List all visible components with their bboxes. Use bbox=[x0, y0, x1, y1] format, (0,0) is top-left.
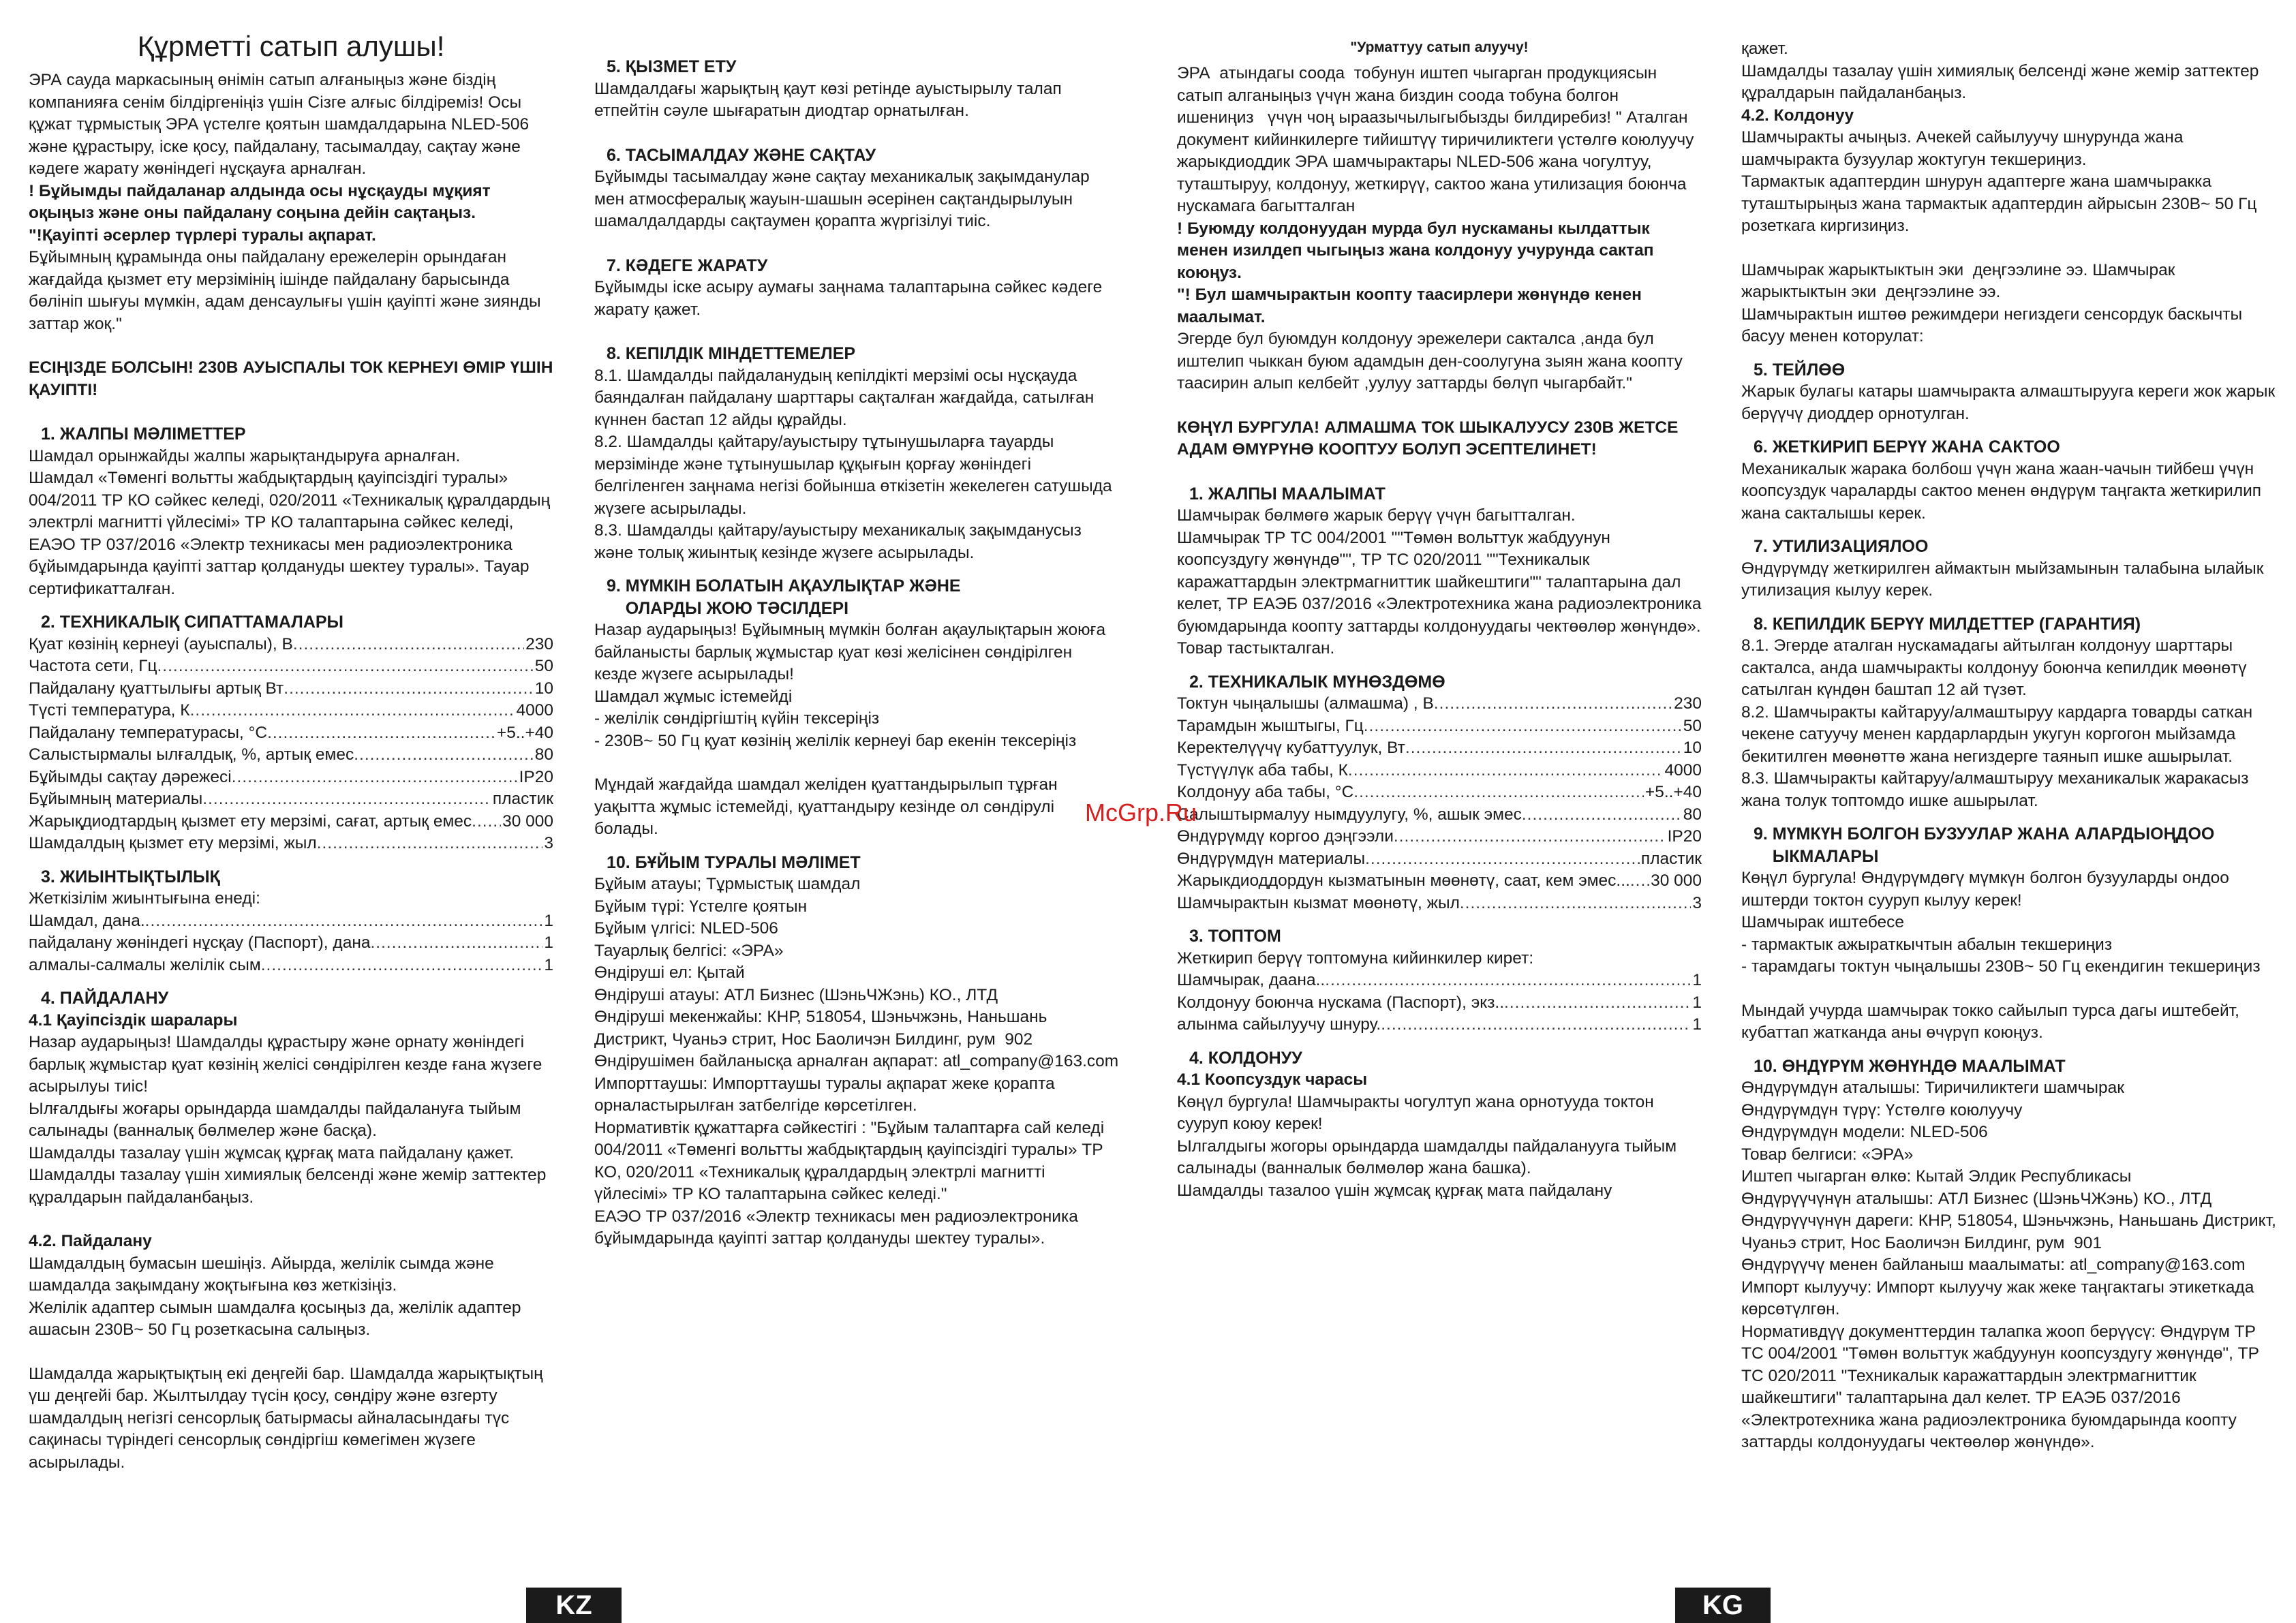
kz-column-2 bbox=[594, 56, 1119, 1250]
spec-row: Колдонуу аба табы, °С ..... +5..+40 bbox=[1177, 782, 1702, 804]
kz-section-10-text: Бұйым атауы; Тұрмыстық шамдал Бұйым түрі: Үстелге қоятын Бұйым үлгісі: NLED-506 Тауарлық белгісі: «ЭРА» Өндіруші ел: Қытай Өндіруші атауы: АТЛ Бизнес (ШэньЧЖэнь) КО., ЛТД Өндіруші мекенжайы: КНР, 518054, Шэньчжэнь, Наньшань Дистрикт, Чуаньэ стрит, Нос Баоличэн Билдинг, рум 902 Өндірушімен байланысқа арналған ақпарат: atl_company@163.com Импорттаушы: Импорттаушы туралы ақпарат жеке қорапта орналастырылған затбелгіде көрсетілген. Нормативтік құжаттарға сәйкестігі : "Бұйым талаптарға сай келеді 004/2011 «Төменгі вольтты жабдықтардың қауіпсіздігі туралы» ТР КО, 020/2011 «Техникалық құралдардың электрлі магнитті үйлесімі» ТР КО талаптарына сәйкес келеді." ЕАЭО ТР 037/2016 «Электр техникасы мен радиоэлектроника бұйымдарында қауіпті заттар қолдануды шектеу туралы». bbox=[594, 875, 1119, 1248]
kz-section-42-text: Шамдалдың бумасын шешіңіз. Айырда, желілік сымда және шамдалда зақымдану жоқтығына көз жеткізіңіз. Желілік адаптер сымын шамдалға қосыңыз да, желілік адаптер ашасын 230В~ 50 Гц розеткасына салыңыз. bbox=[29, 1254, 521, 1339]
kz-section-7-title: 7. КӘДЕГЕ ЖАРАТУ bbox=[607, 256, 768, 275]
kz-section-5-title: 5. ҚЫЗМЕТ ЕТУ bbox=[607, 57, 737, 76]
kg-section-3-text: Жеткирип берүү топтомуна кийинкилер кирет: bbox=[1177, 948, 1534, 968]
kg-section-42-text-2: Шамчырак жарыктыктын эки деңгээлине ээ. Шамчырак жарыктыктын эки деңгээлине ээ. Шамчырактын иштөө режимдери негиздеги сенсордук баскычты басуу менен которулат: bbox=[1741, 260, 2243, 345]
spec-row: Түсті температура, К ..... 4000 bbox=[29, 700, 553, 722]
spec-row: Жарықдиодтардың қызмет ету мерзімі, сағат, артық емес ..... 30 000 bbox=[29, 811, 553, 833]
set-row: Шамдал, дана. ..... 1 bbox=[29, 910, 553, 933]
spec-row: Частота сети, Гц ..... 50 bbox=[29, 655, 553, 678]
kz-section-2-title: 2. ТЕХНИКАЛЫҚ СИПАТТАМАЛАРЫ bbox=[41, 613, 344, 632]
kg-section-5-text: Жарык булагы катары шамчыракта алмаштырууга кереги жок жарык берүүчү диоддер орнотулган. bbox=[1741, 382, 2280, 423]
spec-row: Керектелүүчү кубаттуулук, Вт ..... 10 bbox=[1177, 737, 1702, 760]
kg-section-6-text: Механикалык жарака болбош үчүн жана жаан-чачын тийбеш үчүн коопсуздук чараларды сактоо менен өндүрүм таңгакта жеткирилип жана сакталышы керек. bbox=[1741, 459, 2266, 523]
kz-section-9-text-2: Мұндай жағдайда шамдал желіден қуаттандырылып тұрған уақытта жұмыс істемейді, қуаттандыру кезінде ол сөндірулі болады. bbox=[594, 775, 1062, 838]
kz-section-1-title: 1. ЖАЛПЫ МӘЛІМЕТТЕР bbox=[41, 424, 246, 444]
spec-row: Пайдалану температурасы, °С ..... +5..+40 bbox=[29, 722, 553, 745]
kz-section-9-title: 9. МҮМКІН БОЛАТЫН АҚАУЛЫҚТАР ЖӘНЕ ОЛАРДЫ ЖОЮ ТӘСІЛДЕРІ bbox=[607, 576, 961, 618]
kg-section-9-title: 9. МҮМКҮН БОЛГОН БУЗУУЛАР ЖАНА АЛАРДЫОҢДОО ЫКМАЛАРЫ bbox=[1754, 824, 2215, 866]
kz-section-41-text: Назар аударыңыз! Шамдалды құрастыру және орнату жөніндегі барлық жұмыстар қуат көзінің желісі сөндірілген кезде ғана жүзеге асырылуы тиіс! Ылғалдығы жоғары орындарда шамдалды пайдалануға тыйым салынады (ванналық бөлмелер және басқа). Шамдалды тазалау үшін жұмсақ құрғақ мата пайдалану қажет. Шамдалды тазалау үшін химиялық белсенді және жемір заттектер құралдарын пайдаланбаңыз. bbox=[29, 1033, 547, 1207]
set-row: Шамчырак, даана.. ..... 1 bbox=[1177, 970, 1702, 992]
spec-row: Шамдалдың қызмет ету мерзімі, жыл ..... 3 bbox=[29, 833, 553, 855]
kz-warning-read: ! Бұйымды пайдаланар алдында осы нұсқауды мұқият оқыңыз және оны пайдалану соңына дейін сақтаңыз. bbox=[29, 181, 495, 222]
kz-section-3-text: Жеткізілім жиынтығына енеді: bbox=[29, 889, 260, 908]
spec-row: Салыштырмалуу нымдуулугу, %, ашык эмес ..... 80 bbox=[1177, 804, 1702, 826]
kz-section-10-title: 10. БҰЙЫМ ТУРАЛЫ МӘЛІМЕТ bbox=[607, 852, 861, 872]
kg-section-1-text: Шамчырак бөлмөгө жарык берүү үчүн багытталган. Шамчырак ТР ТС 004/2001 ""Төмөн вольттук жабдуунун коопсуздугу жөнүндө"", ТР ТС 020/2011 ""Техникалык каражаттардын электрмагниттик шайкештиги"" талаптарына дал келет, ТР ЕАЭБ 037/2016 «Электротехника жана радиоэлектроника буюмдарында коопту заттарды колдонуудагы чектөөлөр жөнүндө». Товар тастыкталган. bbox=[1177, 506, 1702, 658]
kz-section-1-text: Шамдал орынжайды жалпы жарықтандыруға арналған. Шамдал «Төменгі вольтты жабдықтардың қауіпсіздігі туралы» 004/2011 ТР КО сәйкес келеді, 020/2011 «Техникалық құралдардың электрлі магнитті үйлесімі» ТР КО талаптарына сәйкес келеді, ЕАЭО ТР 037/2016 «Электр техникасы мен радиоэлектроника бұйымдарында қауіпті заттар қолдануды шектеу туралы». Тауар сертификатталған. bbox=[29, 446, 551, 598]
kz-title: Құрметті сатып алушы! bbox=[137, 30, 445, 62]
set-row: алмалы-салмалы желілік сым ..... 1 bbox=[29, 955, 553, 977]
spec-row: Токтун чыңалышы (алмашма) , В ..... 230 bbox=[1177, 693, 1702, 715]
kg-warning-read: ! Буюмду колдонуудан мурда бул нускаманы кылдаттык менен изилдеп чыгыңыз жана колдонуу учурунда сактап коюңуз. bbox=[1177, 219, 1659, 282]
kg-section-3-title: 3. ТОПТОМ bbox=[1189, 927, 1281, 946]
kg-section-7-text: Өндүрүмдү жеткирилген аймактын мыйзамынын талабына ылайык утилизация кылуу керек. bbox=[1741, 559, 2269, 600]
kg-remember-warning: КӨҢҮЛ БУРГУЛА! АЛМАШМА ТОК ШЫКАЛУУСУ 230В ЖЕТСЕ АДАМ ӨМҮРҮНӨ КООПТУУ БОЛУП ЭСЕПТЕЛИНЕТ! bbox=[1177, 418, 1683, 459]
set-row: пайдалану жөніндегі нұсқау (Паспорт), дана ..... 1 bbox=[29, 932, 553, 955]
kz-section-41-title: 4.1 Қауіпсіздік шаралары bbox=[29, 1010, 238, 1030]
spec-row: Шамчырактын кызмат мөөнөтү, жыл ..... 3 bbox=[1177, 893, 1702, 915]
spec-row: Өндүрүмдүн материалы ..... пластик bbox=[1177, 848, 1702, 871]
kz-section-5-text: Шамдалдағы жарықтың қаут көзі ретінде ауыстырылу талап етпейтін сәуле шығаратын диодтар орнатылған. bbox=[594, 79, 1067, 120]
kz-section-6-text: Бұйымды тасымалдау және сақтау механикалық зақымданулар мен атмосфералық жауын-шашын әсерінен сақтандырылуын шамалдалдарды сақтаумен қорапта жүргізілуі тиіс. bbox=[594, 168, 1095, 230]
kz-section-3-title: 3. ЖИЫНТЫҚТЫЛЫҚ bbox=[41, 867, 220, 886]
kz-section-8-text: 8.1. Шамдалды пайдаланудың кепілдікті мерзімі осы нұсқауда баяндалған пайдалану шарттары сақталған жағдайда, сатылған күннен бастап 12 айды құрайды. 8.2. Шамдалды қайтару/ауыстыру тұтынушыларға тауарды мерзімінде және тұтынушылар құқығын қорғау жөніндегі белгіленген заңнама негізі бойынша өткізетін жекелеген сатушыда жүзеге асырылады. 8.3. Шамдалды қайтару/ауыстыру механикалық зақымданусыз және толық жиынтық кезінде жүзеге асырылады. bbox=[594, 366, 1112, 562]
kg-intro: ЭРА атындагы соода тобунун иштеп чыгарган продукциясын сатып алганыңыз үчүн жана биздин соода тобуна болгон ишениңиз үчүн чоң ыраазычылыгыбызды билдиребиз! " Аталган документ кийинкилерге тийиштүү тиричиликтеги үстөлгө коюлуучу жарыкдиоддик ЭРА шамчырактары NLED-506 жана чогултуу, туташтыруу, колдонуу, жеткирүү, сактоо жана утилизация боюнча нускамага багытталган bbox=[1177, 64, 1699, 215]
kg-column-1 bbox=[1177, 38, 1702, 1202]
kg-section-6-title: 6. ЖЕТКИРИП БЕРҮҮ ЖАНА САКТОО bbox=[1754, 437, 2060, 457]
kg-title: "Урматтуу сатып алуучу! bbox=[1350, 40, 1529, 55]
kg-section-10-text: Өндүрүмдүн аталышы: Тиричиликтеги шамчырак Өндүрүмдүн түрү: Үстөлгө коюлуучу Өндүрүмдүн модели: NLED-506 Товар белгиси: «ЭРА» Иштеп чыгарган өлкө: Кытай Элдик Республикасы Өндүрүүчүнүн аталышы: АТЛ Бизнес (ШэньЧЖэнь) КО., ЛТД Өндүрүүчүнүн дареги: КНР, 518054, Шэньчжэнь, Наньшань Дистрикт, Чуаньэ стрит, Нос Баоличэн Билдинг, рум 901 Өндүрүүчү менен байланыш маалыматы: atl_company@163.com Импорт кылуучу: Импорт кылуучу жак жеке таңгактагы этикеткада көрсөтүлгөн. Нормативдүү документтердин талапка жооп берүүсү: Өндүрүм ТР ТС 004/2001 "Төмөн вольттук жабдуунун коопсуздугу жөнүндө", ТР ТС 020/2011 "Техникалык каражаттардын электрмагниттик шайкештиги" талаптарына дал келет. ТР ЕАЭБ 037/2016 «Электротехника жана радиоэлектроника буюмдарында коопту заттарды колдонуудагы чектөөлөр жөнүндө». bbox=[1741, 1079, 2276, 1451]
kg-set-list bbox=[1177, 970, 1702, 1036]
kz-section-4-title: 4. ПАЙДАЛАНУ bbox=[41, 989, 169, 1008]
kg-specs-list bbox=[1177, 693, 1702, 914]
kz-section-7-text: Бұйымды іске асыру аумағы заңнама талаптарына сәйкес кәдеге жарату қажет. bbox=[594, 278, 1107, 319]
set-row: алынма сайылуучу шнуру. ..... 1 bbox=[1177, 1014, 1702, 1036]
spec-row: Қуат көзінің кернеуі (ауыспалы), В ..... 230 bbox=[29, 634, 553, 656]
kg-section-9-text: Көңүл бургула! Өндүрүмдөгү мүмкүн болгон бузууларды ондоо иштерди токтон сууруп кылуу керек! Шамчырак иштебесе - тармактык ажыраткычтын абалын текшериңиз - тарамдагы токтун чыңалышы 230В~ 50 Гц екендигин текшериңиз bbox=[1741, 869, 2261, 976]
kz-language-tag: KZ bbox=[526, 1588, 622, 1623]
set-row: Колдонуу боюнча нускама (Паспорт), экз.. ..... 1 bbox=[1177, 992, 1702, 1015]
kg-section-42-text: Шамчыракты ачыңыз. Ачекей сайылуучу шнурунда жана шамчыракта бузуулар жоктугун текшериңиз. Тармактык адаптердин шнурун адаптерге жана шамчыракка туташтырыңыз жана тармактык адаптердин айрысын 230В~ 50 Гц розеткага киргизиңиз. bbox=[1741, 128, 2257, 235]
kg-section-41-text: Көңүл бургула! Шамчыракты чогултуп жана орнотууда токтон сууруп коюу керек! Ылгалдыгы жогоры орындарда шамдалды пайдаланууга тыйым салынады (ванналык бөлмөлөр жана башка). Шамдалды тазалоо үшін жұмсақ құрғақ мата пайдалану bbox=[1177, 1092, 1677, 1200]
spec-row: Түстүүлүк аба табы, К ..... 4000 bbox=[1177, 760, 1702, 782]
kg-section-8-text: 8.1. Эгерде аталган нускамадагы айтылган колдонуу шарттары сакталса, анда шамчыракты колдонуу боюнча кепилдик мөөнөтү сатылган күндөн баштап 12 ай түзөт. 8.2. Шамчыракты кайтаруу/алмаштыруу кардарга товарды саткан чекене сатуучу менен кардарлардын укугун коргогон мыйзамда бекитилген мөөнөттө жана негиздерге таянып ишке ашырылат. 8.3. Шамчыракты кайтаруу/алмаштыруу механикалык жаракасыз жана толук топтомдо ишке ашырылат. bbox=[1741, 636, 2253, 810]
kz-section-42-text-2: Шамдалда жарықтықтың екі деңгейі бар. Шамдалда жарықтықтың үш деңгейі бар. Жылтылдау түсін қосу, сөндіру және өзгерту шамдалдың негізгі сенсорлық батырмасы айналасындағы түс сақинасы түріндегі сенсорлық сөндіргіш көмегімен жүзеге асырылады. bbox=[29, 1364, 548, 1472]
kg-section-41-title: 4.1 Коопсуздук чарасы bbox=[1177, 1070, 1368, 1089]
kz-hazard-heading: "!Қауіпті әсерлер түрлері туралы ақпарат. bbox=[29, 226, 376, 245]
kz-specs-list bbox=[29, 634, 553, 855]
kg-section-42-title: 4.2. Колдонуу bbox=[1741, 106, 1854, 125]
spec-row: Пайдалану қуаттылығы артық Вт ..... 10 bbox=[29, 678, 553, 700]
kg-section-2-title: 2. ТЕХНИКАЛЫК МҮНӨЗДӨМӨ bbox=[1189, 672, 1445, 692]
kg-hazard-text: Эгерде бул буюмдун колдонуу эрежелери сакталса ,анда бул иштелип чыккан буюм адамдын ден-соолугуна зыян жана коопту таасирин алып келбейт ,уулуу заттарды бөлүп чыгарбайт." bbox=[1177, 330, 1697, 392]
kz-intro: ЭРА сауда маркасының өнімін сатып алғаныңыз және біздің компанияға сенім білдіргеніңіз үшін Сізге алғыс білдіреміз! Осы құжат тұрмыстық ЭРА үстелге қоятын шамдалдарына NLED-506 және құрастыру, іске қосу, пайдалану, тасымалдау, сақтау және кәдеге жарату жөніндегі нұсқауға арналған. bbox=[29, 71, 534, 178]
kz-set-list bbox=[29, 910, 553, 977]
spec-row: Тарамдын жыштыгы, Гц ..... 50 bbox=[1177, 715, 1702, 738]
kz-column-1 bbox=[29, 27, 558, 1474]
kz-section-42-title: 4.2. Пайдалану bbox=[29, 1232, 152, 1250]
kg-section-8-title: 8. КЕПИЛДИК БЕРҮҮ МИЛДЕТТЕР (ГАРАНТИЯ) bbox=[1754, 614, 2141, 634]
kz-section-9-text: Назар аударыңыз! Бұйымның мүмкін болған ақаулықтарын жоюға байланысты барлық жұмыстар қуат көзі желісінен сөндірілген кезде жүзеге асырылады! Шамдал жұмыс істемейді - желілік сөндіргіштің күйін тексеріңіз - 230В~ 50 Гц қуат көзінің желілік кернеуі бар екенін тексеріңіз bbox=[594, 621, 1106, 750]
spec-row: Салыстырмалы ылғалдық, %, артық емес ..... 80 bbox=[29, 744, 553, 767]
kg-section-4-title: 4. КОЛДОНУУ bbox=[1189, 1048, 1302, 1068]
kg-column-2 bbox=[1741, 38, 2280, 1454]
spec-row: Бұйымның материалы ..... пластик bbox=[29, 788, 553, 811]
kz-section-8-title: 8. КЕПІЛДІК МІНДЕТТЕМЕЛЕР bbox=[607, 344, 856, 363]
kz-hazard-text: Бұйымның құрамында оны пайдалану ережелерін орындаған жағдайда қызмет ету мерзімінің ішінде пайдалану барысында бөлініп шығуы мүмкін, адам денсаулығы үшін қауіпті және зиянды заттар жоқ." bbox=[29, 248, 546, 333]
spec-row: Өндүрүмдү коргоо дэңгээли ..... IP20 bbox=[1177, 826, 1702, 848]
kz-section-6-title: 6. ТАСЫМАЛДАУ ЖӘНЕ САҚТАУ bbox=[607, 145, 876, 165]
kg-section-1-title: 1. ЖАЛПЫ МААЛЫМАТ bbox=[1189, 484, 1386, 504]
kg-section-41-continued: қажет. Шамдалды тазалау үшін химиялық белсенді және жемір заттектер құралдарын пайдаланбаңыз. bbox=[1741, 40, 2259, 102]
kz-remember-warning: ЕСІҢІЗДЕ БОЛСЫН! 230В АУЫСПАЛЫ ТОК КЕРНЕУІ ӨМІР ҮШІН ҚАУІПТІ! bbox=[29, 358, 558, 399]
spec-row: Бұйымды сақтау дәрежесі ..... IP20 bbox=[29, 767, 553, 789]
kg-hazard-heading: "! Бул шамчырактын коопту таасирлери жөнүндө кенен маалымат. bbox=[1177, 285, 1647, 326]
kg-section-10-title: 10. ӨНДҮРҮМ ЖӨНҮНДӨ МААЛЫМАТ bbox=[1754, 1056, 2066, 1076]
watermark: McGrp.Ru bbox=[1085, 799, 1197, 826]
kg-section-9-text-2: Мындай учурда шамчырак токко сайылып турса дагы иштебейт, кубаттап жатканда аны өчүрүп коюңуз. bbox=[1741, 1001, 2244, 1042]
kg-section-5-title: 5. ТЕЙЛӨӨ bbox=[1754, 360, 1846, 380]
kg-section-7-title: 7. УТИЛИЗАЦИЯЛОО bbox=[1754, 537, 1929, 556]
kg-language-tag: KG bbox=[1675, 1588, 1771, 1623]
spec-row: Жарыкдиоддордун кызматынын мөөнөтү, саат, кем эмес... ..... 30 000 bbox=[1177, 870, 1702, 893]
